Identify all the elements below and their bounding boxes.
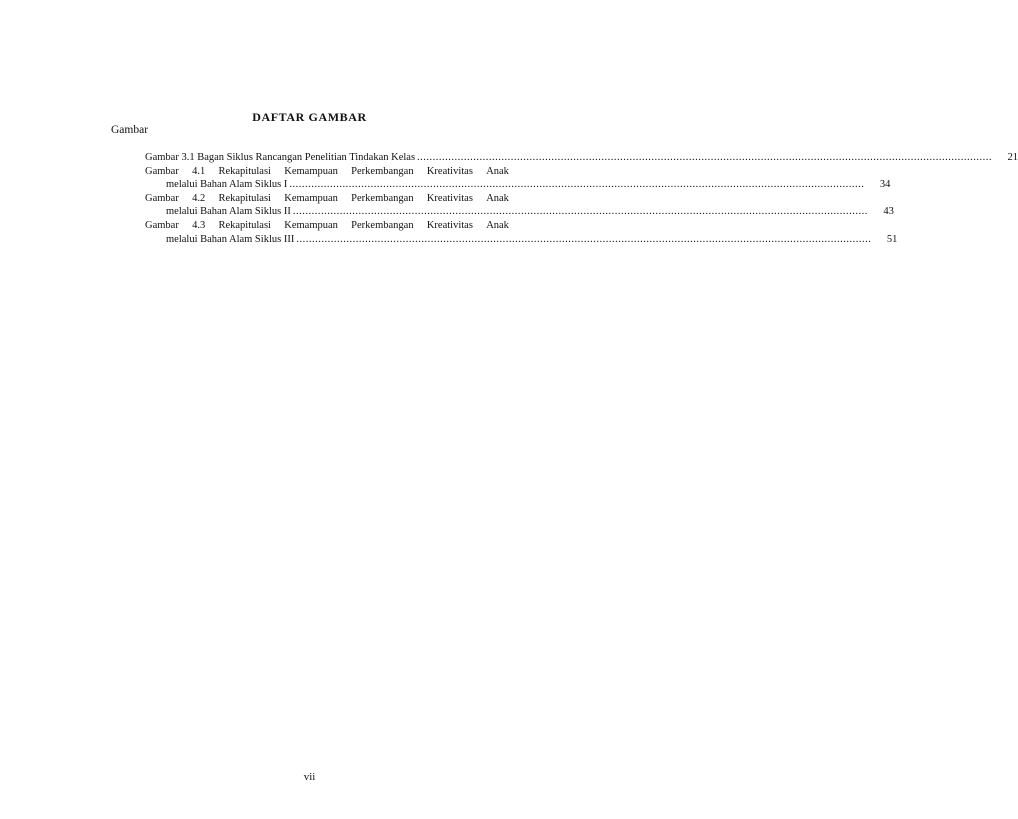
entry-word: 4.1: [192, 165, 206, 177]
entry-word: Kemampuan: [284, 165, 338, 177]
entry-word: Kreativitas: [426, 219, 473, 231]
figure-entry: [145, 151, 1018, 165]
figure-list: [145, 151, 1018, 246]
section-label: Gambar: [111, 124, 149, 136]
entry-word: Kreativitas: [426, 165, 473, 177]
figure-entry: [145, 219, 898, 246]
entry-word: Anak: [486, 165, 509, 177]
entry-word: Anak: [486, 219, 509, 231]
dot-leader: [289, 178, 864, 192]
page-title: DAFTAR GAMBAR: [252, 110, 367, 124]
page-number: vii: [303, 771, 316, 783]
entry-word: Gambar: [145, 165, 179, 177]
entry-word: Rekapitulasi: [218, 165, 271, 177]
entry-line: [145, 151, 1018, 165]
entry-line-justified: [145, 219, 509, 233]
entry-page-number: 21: [1007, 152, 1018, 163]
entry-line-justified: [145, 165, 509, 179]
dot-leader: [417, 151, 992, 165]
entry-title-continued: melalui Bahan Alam Siklus I: [166, 179, 288, 191]
entry-word: Gambar: [145, 219, 179, 231]
entry-word: Rekapitulasi: [218, 219, 271, 231]
figure-entry: [145, 192, 894, 219]
entry-word: 4.3: [192, 219, 206, 231]
entry-word: Perkembangan: [351, 165, 414, 177]
entry-title: Gambar 3.1 Bagan Siklus Rancangan Penelitian Tindakan Kelas: [145, 152, 416, 163]
figure-entry: [145, 165, 891, 192]
entry-word: Kemampuan: [284, 192, 338, 204]
entry-line: [145, 205, 894, 219]
entry-word: Perkembangan: [351, 219, 414, 231]
entry-word: Perkembangan: [351, 192, 414, 204]
entry-word: 4.2: [192, 192, 206, 204]
entry-page-number: 51: [886, 233, 898, 245]
entry-word: Anak: [486, 192, 509, 204]
entry-line-justified: [145, 192, 509, 206]
entry-word: Gambar: [145, 192, 179, 204]
entry-line: [145, 178, 891, 192]
dot-leader: [293, 205, 868, 219]
dot-leader: [296, 233, 871, 247]
entry-page-number: 34: [879, 179, 891, 191]
entry-word: Kreativitas: [426, 192, 473, 204]
entry-word: Rekapitulasi: [218, 192, 271, 204]
entry-title-continued: melalui Bahan Alam Siklus III: [166, 233, 295, 245]
entry-word: Kemampuan: [284, 219, 338, 231]
entry-title-continued: melalui Bahan Alam Siklus II: [166, 206, 291, 218]
entry-page-number: 43: [883, 206, 894, 218]
entry-line: [145, 233, 898, 247]
